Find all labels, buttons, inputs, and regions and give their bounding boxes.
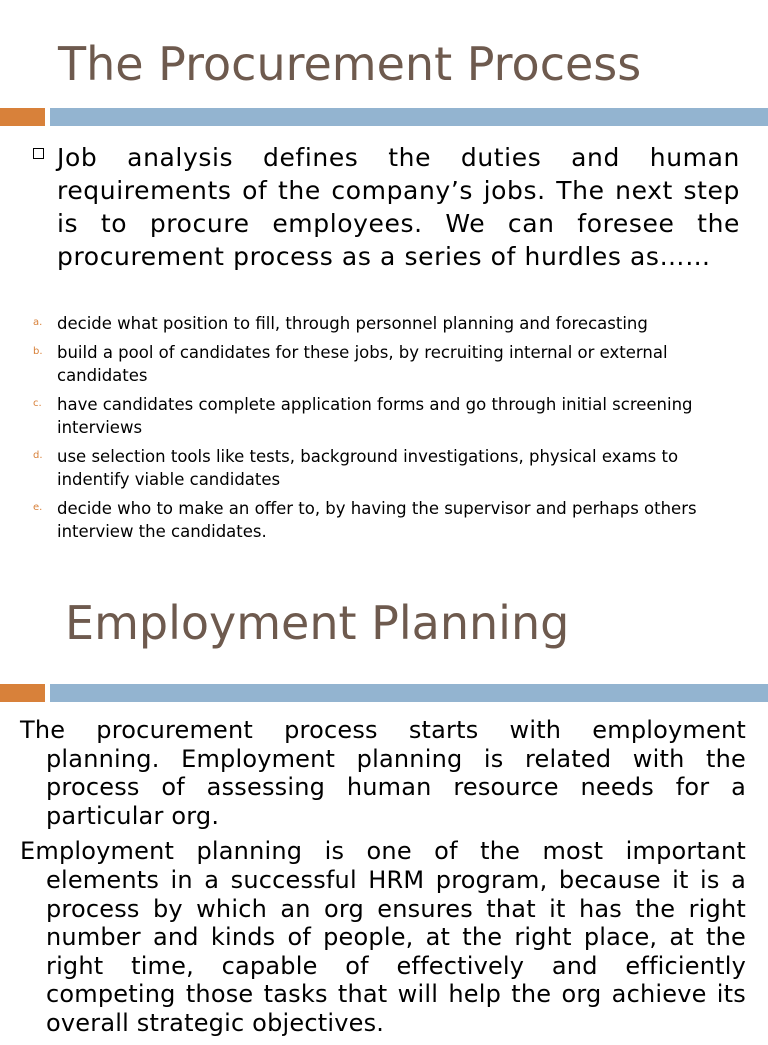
procurement-steps-list [33,312,743,549]
divider-blue-bar [50,684,768,702]
list-item-text: decide who to make an offer to, by having the supervisor and perhaps others interview the candidates. [57,499,697,541]
title-divider-band [0,108,768,126]
list-item-text: use selection tools like tests, background investigations, physical exams to indentify viable candidates [57,447,679,489]
list-item-text: have candidates complete application forms and go through initial screening interviews [57,395,693,437]
list-item [33,312,743,335]
main-bullet-text: Job analysis defines the duties and human requirements of the company’s jobs. The next step is to procure employees. We can foresee the procurement process as a series of hurdles as…… [57,143,740,271]
list-letter: d. [33,450,43,461]
slide-body [20,716,746,1045]
list-letter: e. [33,502,43,513]
body-paragraph: Employment planning is one of the most important elements in a successful HRM program, because it is a process by which an org ensures that it has the right number and kinds of people, at the right place, at the right time, capable of effectively and efficiently competing those tasks that will help the org achieve its overall strategic objectives. [20,837,746,1037]
list-item [33,341,743,387]
list-letter: c. [33,398,42,409]
divider-orange-block [0,684,45,702]
slide-employment-planning [0,560,768,1037]
list-item [33,393,743,439]
main-bullet [33,141,740,273]
list-letter: b. [33,346,43,357]
list-item-text: build a pool of candidates for these jobs, by recruiting internal or external candidates [57,343,668,385]
divider-blue-bar [50,108,768,126]
square-bullet-icon [33,148,44,159]
title-divider-band [0,684,768,702]
slide-title: The Procurement Process [58,37,642,91]
body-paragraph: The procurement process starts with employment planning. Employment planning is related with the process of assessing human resource needs for a particular org. [20,716,746,830]
divider-orange-block [0,108,45,126]
list-item-text: decide what position to fill, through personnel planning and forecasting [57,314,648,333]
slide-title: Employment Planning [65,596,570,650]
list-letter: a. [33,317,43,328]
list-item [33,497,743,543]
list-item [33,445,743,491]
